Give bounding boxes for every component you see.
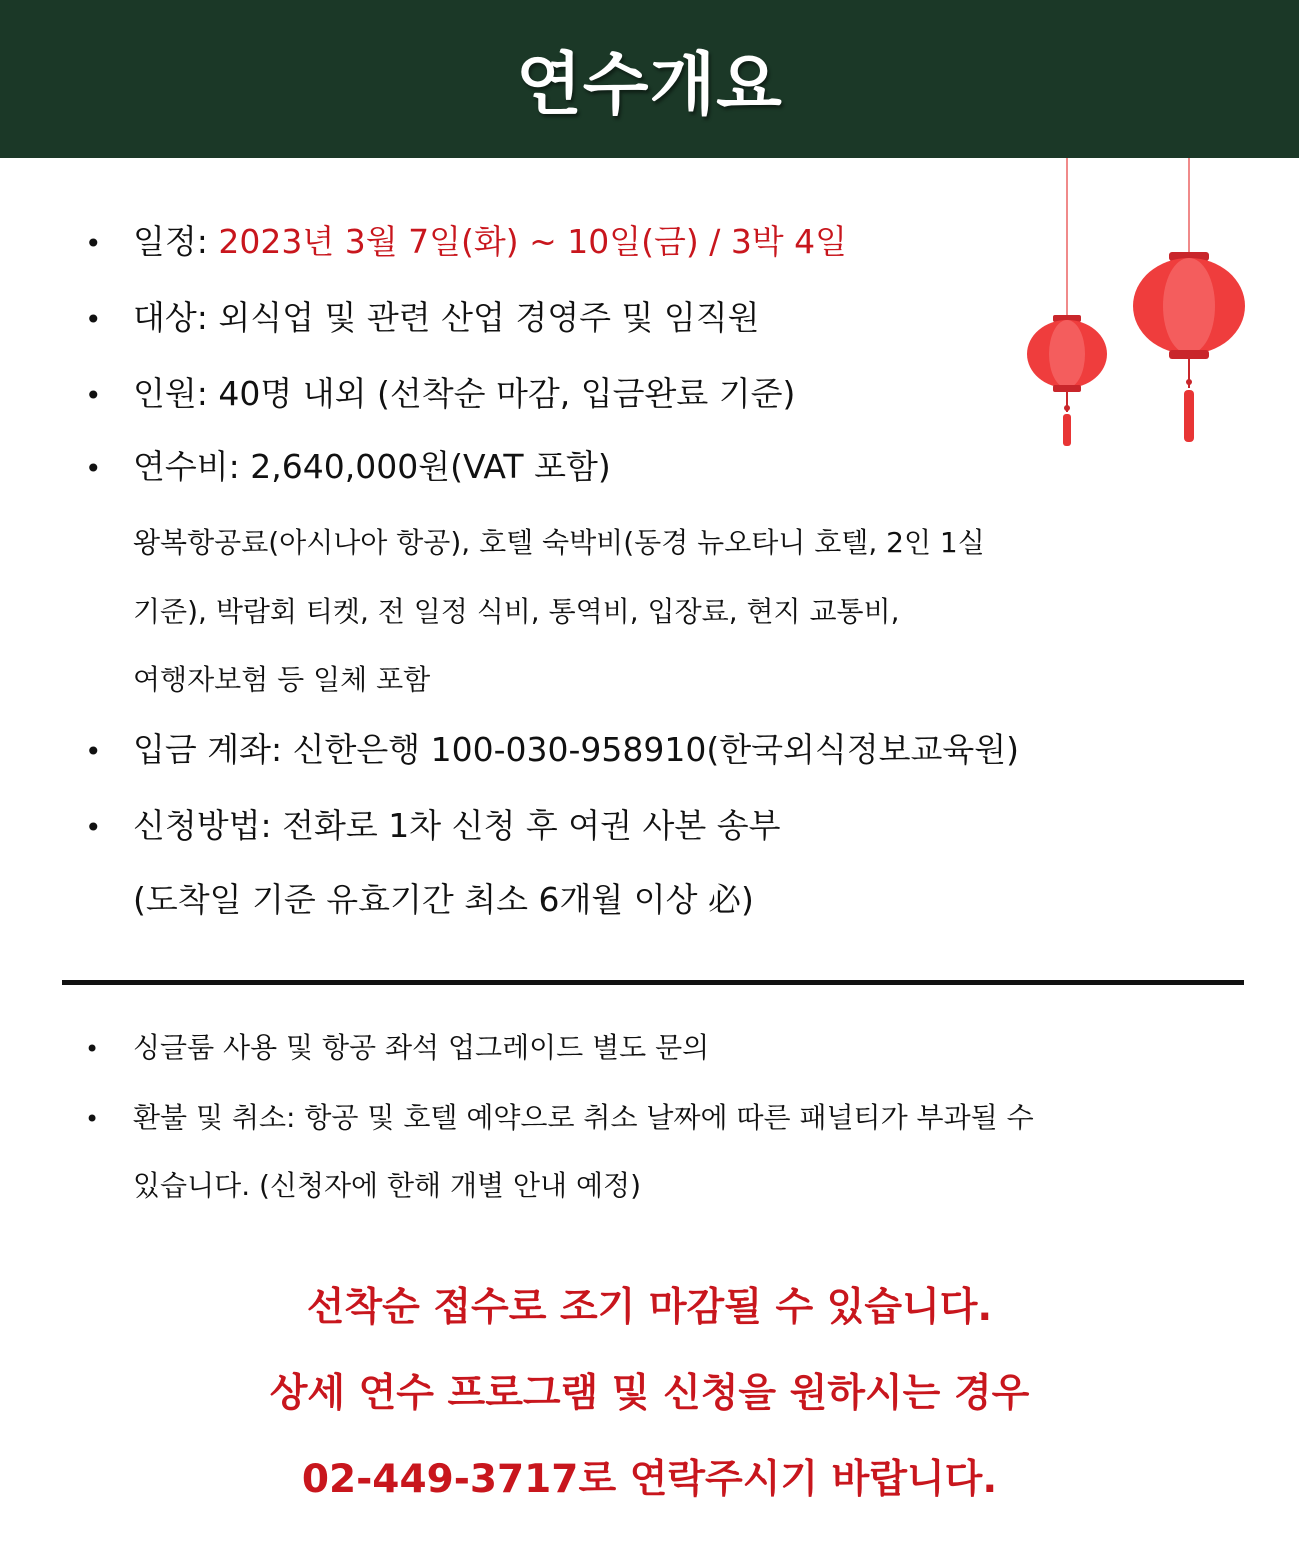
divider [62, 980, 1244, 985]
list-item: • 입금 계좌: 신한은행 100-030-958910(한국외식정보교육원) [85, 730, 1020, 769]
cta-line: 상세 연수 프로그램 및 신청을 원하시는 경우 [269, 1371, 1030, 1416]
capacity-text: 인원: 40명 내외 (선착순 마감, 입금완료 기준) [133, 374, 796, 413]
list-item: • 인원: 40명 내외 (선착순 마감, 입금완료 기준) [85, 374, 796, 413]
fee-detail-line: 여행자보험 등 일체 포함 [133, 663, 431, 696]
list-item: • 일정: 2023년 3월 7일(화) ~ 10일(금) / 3박 4일 [85, 222, 848, 261]
target-text: 대상: 외식업 및 관련 산업 경영주 및 임직원 [133, 298, 760, 337]
header-banner [0, 0, 1299, 158]
fee-text: 연수비: 2,640,000원(VAT 포함) [133, 447, 611, 486]
list-item: • 연수비: 2,640,000원(VAT 포함) [85, 447, 611, 486]
page-title: 연수개요 [516, 45, 783, 125]
account-text: 입금 계좌: 신한은행 100-030-958910(한국외식정보교육원) [133, 730, 1020, 769]
schedule-label: 일정: [133, 222, 208, 261]
cta-phone: 02-449-3717로 연락주시기 바랍니다. [301, 1457, 998, 1502]
fee-detail-line: 왕복항공료(아시나아 항공), 호텔 숙박비(동경 뉴오타니 호텔, 2인 1실 [133, 526, 985, 559]
apply-detail: (도착일 기준 유효기간 최소 6개월 이상 必) [133, 880, 754, 919]
cta-line: 선착순 접수로 조기 마감될 수 있습니다. [306, 1285, 993, 1330]
list-item: • 환불 및 취소: 항공 및 호텔 예약으로 취소 날짜에 따른 패널티가 부과될 수 [85, 1101, 1034, 1134]
list-item: • 싱글룸 사용 및 항공 좌석 업그레이드 별도 문의 [85, 1031, 710, 1064]
refund-note: 환불 및 취소: 항공 및 호텔 예약으로 취소 날짜에 따른 패널티가 부과될 수 [133, 1101, 1034, 1134]
lantern-decoration [1010, 150, 1270, 460]
lantern-icon [1027, 158, 1107, 446]
refund-note-cont: 있습니다. (신청자에 한해 개별 안내 예정) [133, 1169, 642, 1202]
schedule-value: 2023년 3월 7일(화) ~ 10일(금) / 3박 4일 [218, 222, 848, 261]
fee-detail-line: 기준), 박람회 티켓, 전 일정 식비, 통역비, 입장료, 현지 교통비, [133, 595, 900, 628]
apply-text: 신청방법: 전화로 1차 신청 후 여권 사본 송부 [133, 806, 781, 845]
list-item: • 신청방법: 전화로 1차 신청 후 여권 사본 송부 [85, 806, 781, 845]
single-room-note: 싱글룸 사용 및 항공 좌석 업그레이드 별도 문의 [133, 1031, 710, 1064]
list-item: • 대상: 외식업 및 관련 산업 경영주 및 임직원 [85, 298, 760, 337]
lantern-icon [1133, 158, 1245, 442]
